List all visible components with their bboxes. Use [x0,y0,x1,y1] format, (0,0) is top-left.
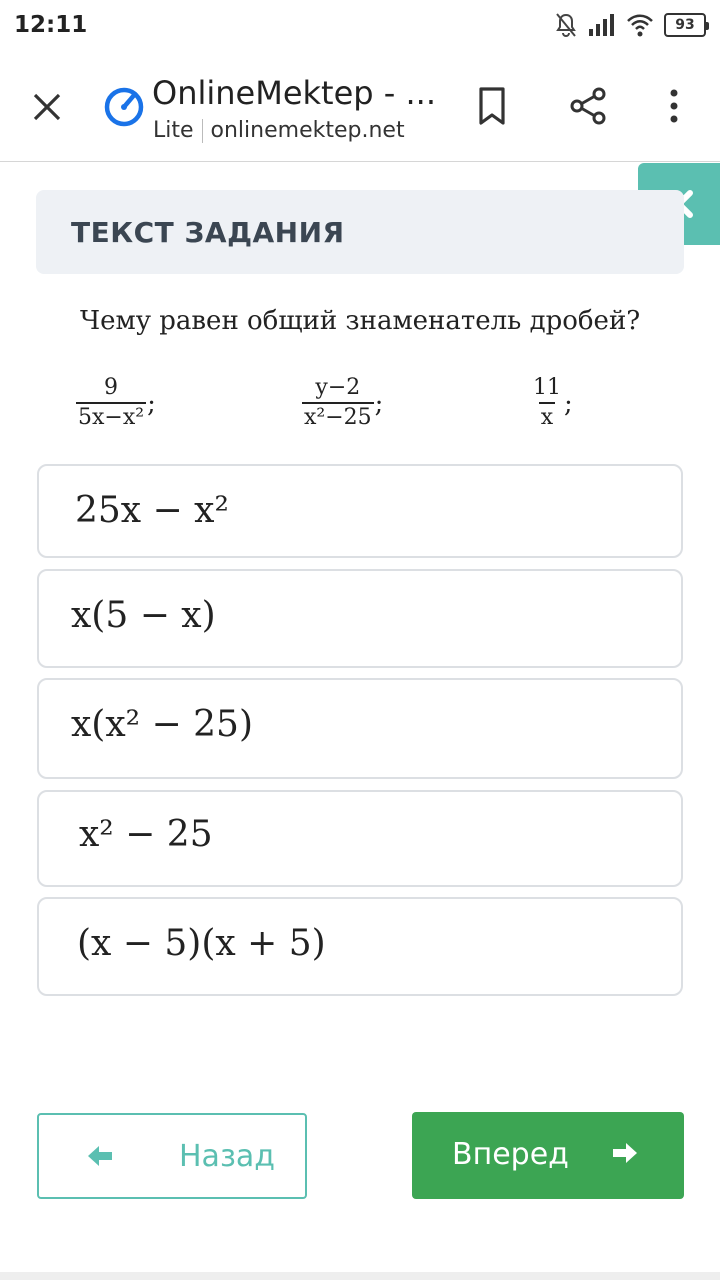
fraction-separator: ; [147,389,156,419]
close-tab-button[interactable] [22,82,72,132]
bookmark-button[interactable] [470,84,514,128]
more-vert-icon [668,88,680,124]
bottom-strip [0,1272,720,1280]
fraction-3 [531,374,573,432]
fraction-denominator: 5x−x² [76,402,146,432]
status-time: 12:11 [14,12,88,38]
fraction-body [531,374,563,432]
question-text: Чему равен общий знаменатель дробей? [80,306,641,336]
arrow-left-icon [85,1141,115,1171]
fraction-numerator: 9 [104,375,119,400]
more-options-button[interactable] [652,84,696,128]
fraction-1 [76,374,156,432]
browser-toolbar [0,52,720,162]
fraction-2 [302,374,383,432]
fraction-body [302,374,374,432]
answer-option-5[interactable] [37,897,683,996]
fraction-numerator: 11 [533,375,561,400]
back-button-label: Назад [179,1139,276,1174]
close-icon [32,92,62,122]
share-button[interactable] [566,84,610,128]
back-button[interactable] [37,1113,307,1199]
page-title: OnlineMektep - ... [152,74,436,112]
subtitle-divider [202,119,203,143]
answer-option-text: x(5 − x) [71,595,216,636]
answer-option-text: (x − 5)(x + 5) [77,923,326,964]
speedometer-icon [102,85,146,129]
battery-indicator: 93 [664,13,706,37]
task-header-label: ТЕКСТ ЗАДАНИЯ [71,216,345,249]
signal-icon [588,13,616,37]
status-bar [0,0,720,52]
next-button[interactable] [412,1112,684,1199]
fraction-separator: ; [564,389,573,419]
fraction-body [76,374,146,432]
wifi-icon [626,12,654,38]
fraction-numerator: y−2 [315,375,361,400]
page-subtitle [153,118,405,143]
answer-option-1[interactable] [37,464,683,558]
bell-off-icon [554,12,578,38]
status-icons [554,10,706,40]
page-domain: onlinemektep.net [210,118,405,143]
next-button-label: Вперед [452,1137,569,1172]
answer-option-text: x² − 25 [79,814,213,855]
lite-mode-label: Lite [153,118,194,143]
share-icon [568,86,608,126]
fraction-separator: ; [374,389,384,419]
fraction-denominator: x²−25 [302,402,374,432]
answer-option-2[interactable] [37,569,683,668]
answer-option-3[interactable] [37,678,683,779]
fraction-denominator: x [539,402,555,432]
bookmark-icon [477,86,507,126]
answer-option-text: x(x² − 25) [71,704,253,745]
answer-option-4[interactable] [37,790,683,887]
answer-option-text: 25x − x² [75,490,229,531]
task-header [36,190,684,274]
arrow-right-icon [610,1138,640,1168]
